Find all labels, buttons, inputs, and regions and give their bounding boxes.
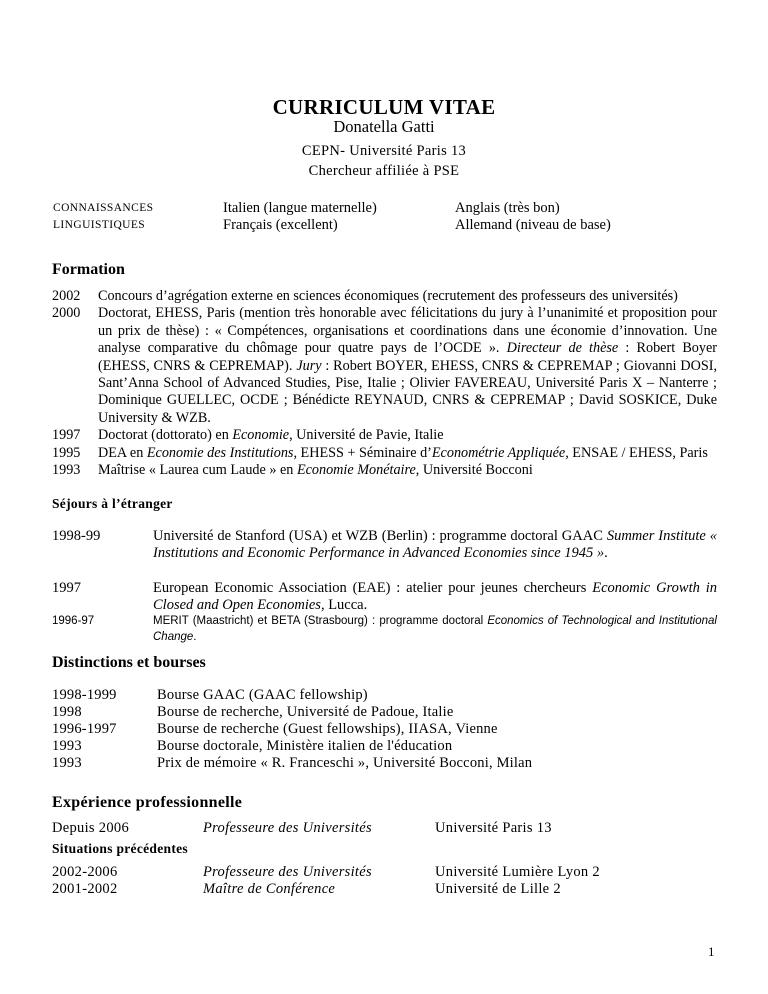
- thesis-description: Doctorat, EHESS, Paris (mention très honorable avec félicitations du jury à l’unanimité et proposition pour un prix de thèse) : « Compétences, organisations et coordinations dans une économie d’innovation. Une analyse comparative du chômage pour quatre pays de l’OCDE ».: [98, 305, 717, 357]
- text-run: European Economic Association (EAE) : atelier pour jeunes chercheurs: [153, 580, 593, 596]
- formation-text: [98, 445, 717, 462]
- formation-heading: Formation: [52, 261, 125, 278]
- person-name: Donatella Gatti: [333, 117, 435, 136]
- language-item: Allemand (niveau de base): [455, 217, 611, 233]
- distinction-row: [52, 687, 717, 704]
- formation-entry: [52, 462, 717, 479]
- text-run: , ENSAE / EHESS, Paris: [565, 444, 708, 461]
- previous-positions-heading: Situations précédentes: [52, 841, 188, 856]
- formation-year: 2002: [52, 288, 81, 304]
- distinction-year: 1993: [52, 738, 82, 754]
- distinction-row: [52, 755, 717, 772]
- jury-members: : Robert BOYER, EHESS, CNRS & CEPREMAP ; Giovanni DOSI, Sant’Anna School of Advanced Studies, Pise, Italie ; Olivier FAVEREAU, Université Paris X – Nanterre ; Dominique GUELLEC, OCDE ; Bénédicte REYNAUD, CNRS & CEPREMAP ; David SOSKICE, Duke University & WZB.: [98, 357, 717, 426]
- sejour-text: [153, 528, 717, 562]
- text-run: Maîtrise « Laurea cum Laude » en: [98, 462, 297, 479]
- experience-current-place: Université Paris 13: [435, 820, 552, 836]
- experience-current-period: Depuis 2006: [52, 820, 130, 836]
- distinction-text: Prix de mémoire « R. Franceschi », Université Bocconi, Milan: [157, 755, 533, 771]
- distinctions-heading: Distinctions et bourses: [52, 654, 206, 671]
- distinction-row: [52, 704, 717, 721]
- languages-col2: [455, 200, 611, 234]
- distinction-row: [52, 721, 717, 738]
- previous-period: 2002-2006: [52, 864, 118, 880]
- distinction-year: 1996-1997: [52, 721, 117, 737]
- thesis-director: : Robert Boyer (EHESS, CNRS & CEPREMAP).: [98, 340, 717, 374]
- formation-entry: [52, 288, 717, 305]
- formation-text: [98, 462, 717, 479]
- thesis-director-label: Directeur de thèse: [506, 340, 619, 357]
- distinction-text: Bourse GAAC (GAAC fellowship): [157, 687, 368, 703]
- formation-entry: [52, 305, 717, 427]
- formation-entry: [52, 445, 717, 462]
- text-run-italic: Summer Institute « Institutions and Economic Performance in Advanced Economies since 1945 »: [153, 528, 718, 561]
- cv-title: CURRICULUM VITAE: [272, 95, 496, 119]
- text-run-italic: Economic Growth in Closed and Open Economies: [153, 580, 717, 613]
- previous-place: Université de Lille 2: [435, 881, 561, 897]
- language-item: Français (excellent): [223, 217, 338, 233]
- previous-role: Professeure des Universités: [203, 864, 372, 880]
- languages-label-line1: CONNAISSANCES: [53, 202, 154, 214]
- sejour-year: 1997: [52, 580, 81, 596]
- formation-text: Concours d’agrégation externe en sciences économiques (recrutement des professeurs des universités): [98, 288, 678, 304]
- sejour-entry: [52, 580, 717, 614]
- text-run: DEA en: [98, 444, 147, 461]
- sejour-year: 1996-97: [52, 615, 95, 627]
- text-run-italic: Economics of Technological and Institutional Change: [153, 615, 717, 643]
- previous-period: 2001-2002: [52, 881, 118, 897]
- sejour-entry: [52, 528, 717, 562]
- text-run: , EHESS + Séminaire d’: [293, 444, 432, 461]
- experience-current-role: Professeure des Universités: [203, 820, 372, 836]
- formation-list: [52, 288, 717, 479]
- text-run: .: [193, 631, 197, 643]
- experience-heading: Expérience professionnelle: [52, 794, 243, 811]
- jury-label: Jury: [296, 357, 322, 374]
- formation-entry: [52, 427, 717, 444]
- text-run: , Université Bocconi: [415, 462, 533, 479]
- sejour-entry: [52, 613, 717, 645]
- text-run: Doctorat (dottorato) en: [98, 427, 233, 444]
- distinction-year: 1998: [52, 704, 82, 720]
- distinction-text: Bourse de recherche (Guest fellowships), IIASA, Vienne: [157, 721, 498, 737]
- position: Chercheur affiliée à PSE: [308, 163, 460, 179]
- distinction-year: 1998-1999: [52, 687, 117, 703]
- language-item: Italien (langue maternelle): [223, 200, 377, 216]
- text-run-italic: Economie des Institutions: [146, 444, 294, 461]
- text-run-italic: Econométrie Appliquée: [431, 444, 566, 461]
- sejour-text: [153, 580, 717, 614]
- text-run: MERIT (Maastricht) et BETA (Strasbourg) : programme doctoral: [153, 615, 488, 627]
- languages-label-line2: LINGUISTIQUES: [53, 219, 146, 231]
- previous-place: Université Lumière Lyon 2: [435, 864, 600, 880]
- affiliation: CEPN- Université Paris 13: [301, 143, 467, 159]
- formation-text: [98, 427, 717, 444]
- distinction-row: [52, 738, 717, 755]
- text-run-italic: Economie: [232, 427, 290, 444]
- text-run: , Université de Pavie, Italie: [289, 427, 444, 444]
- distinction-year: 1993: [52, 755, 82, 771]
- languages-col1: [223, 200, 377, 234]
- distinctions-list: [52, 687, 717, 772]
- sejour-year: 1998-99: [52, 528, 101, 544]
- text-run: .: [604, 545, 608, 561]
- formation-text: [98, 305, 717, 427]
- page-number: 1: [708, 944, 715, 959]
- formation-year: 2000: [52, 305, 81, 322]
- text-run: , Lucca.: [320, 597, 368, 613]
- distinction-text: Bourse de recherche, Université de Padoue, Italie: [157, 704, 454, 720]
- sejours-heading: Séjours à l’étranger: [52, 496, 173, 511]
- distinction-text: Bourse doctorale, Ministère italien de l'éducation: [157, 738, 453, 754]
- sejour-text: [153, 613, 717, 645]
- formation-year: 1995: [52, 444, 81, 461]
- languages-label: [53, 200, 153, 234]
- formation-year: 1997: [52, 427, 81, 444]
- formation-year: 1993: [52, 462, 81, 479]
- text-run-italic: Economie Monétaire: [296, 462, 416, 479]
- previous-role: Maître de Conférence: [203, 881, 336, 897]
- language-item: Anglais (très bon): [455, 200, 560, 216]
- text-run: Université de Stanford (USA) et WZB (Berlin) : programme doctoral GAAC: [153, 528, 607, 544]
